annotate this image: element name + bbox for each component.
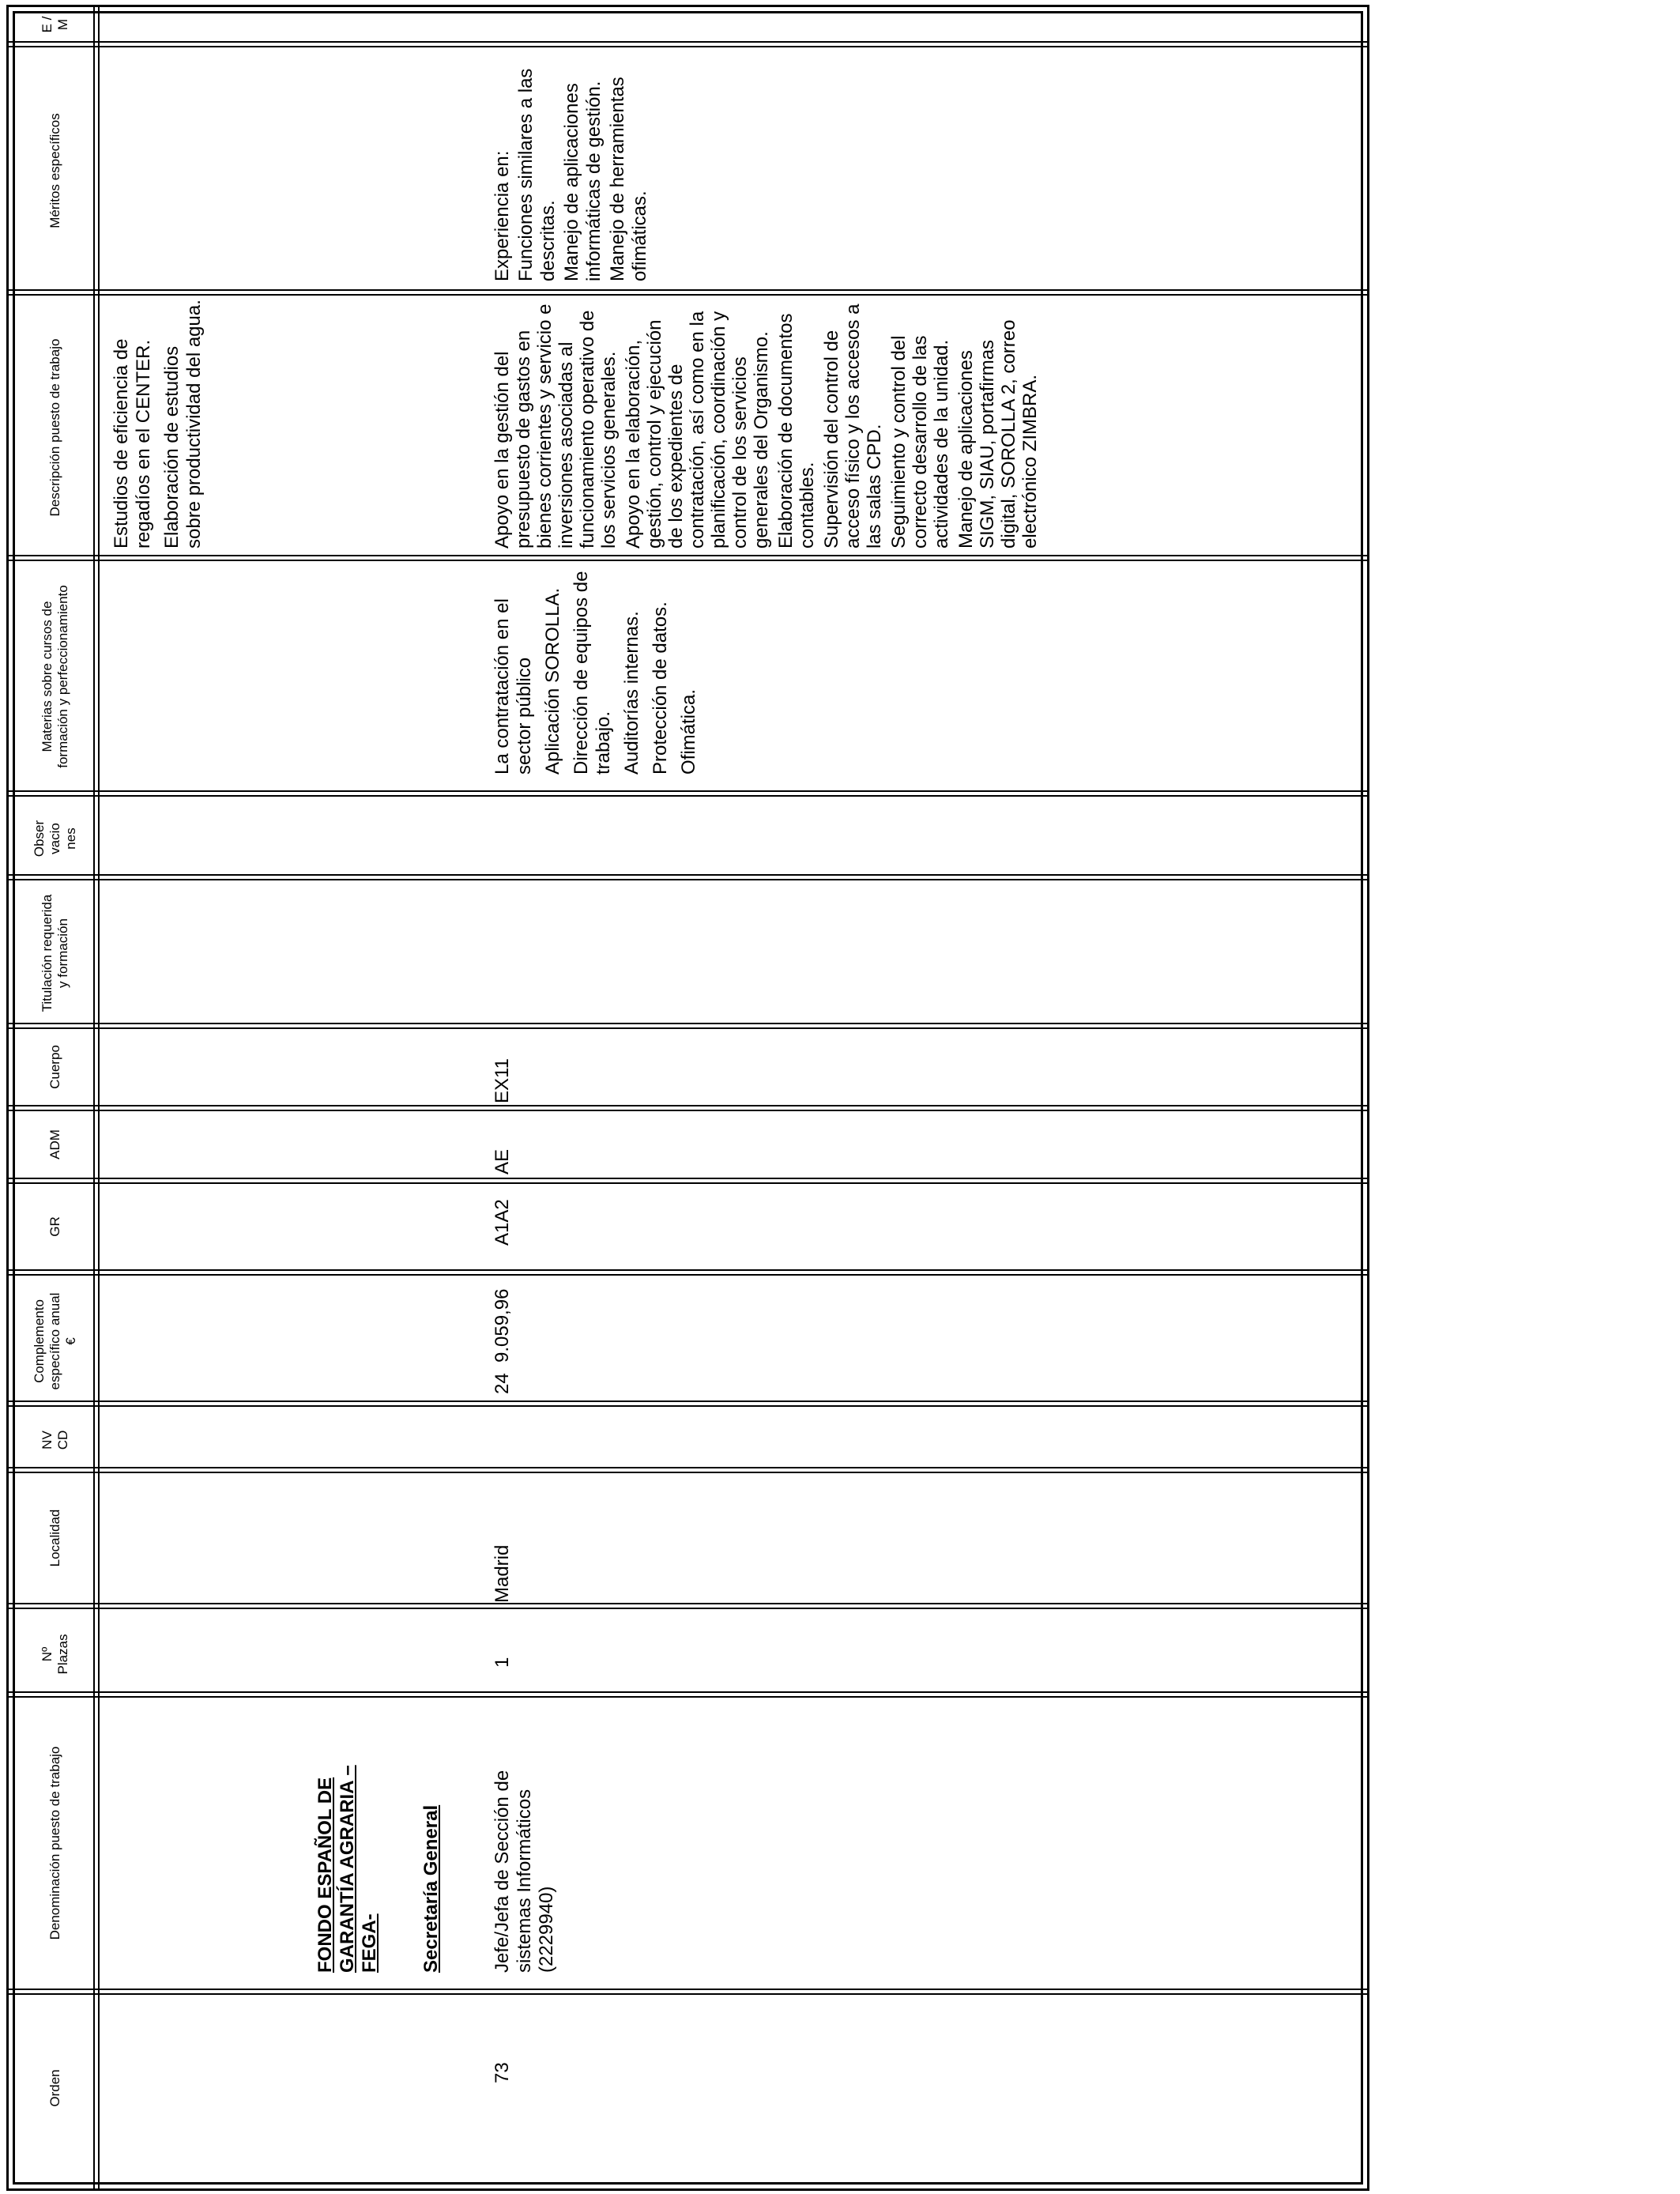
column-divider — [6, 1400, 1369, 1407]
merito-item: Experiencia en: — [492, 150, 513, 281]
merito-item: Manejo de herramientas ofimáticas. — [607, 77, 650, 281]
column-divider — [6, 1269, 1369, 1276]
header-nivel: NV CD — [40, 1430, 70, 1450]
row-cuerpo: EX11 — [492, 1058, 513, 1103]
description-item: Manejo de aplicaciones SIGM, SIAU, portafirmas digital, SOROLLA 2, correo electrónico ZIMBRA. — [955, 319, 1041, 548]
column-divider — [6, 1603, 1369, 1609]
header-meritos: Méritos específicos — [47, 113, 62, 228]
row-descripcion — [492, 297, 1044, 548]
column-divider — [6, 41, 1369, 47]
header-orden: Orden — [47, 2069, 62, 2107]
header-adm: ADM — [47, 1129, 62, 1159]
section-organismo: FONDO ESPAÑOL DE GARANTÍA AGRARIA – FEGA- — [315, 1765, 380, 1973]
header-gr: GR — [47, 1216, 62, 1237]
column-divider — [6, 1023, 1369, 1029]
column-divider — [6, 1467, 1369, 1473]
description-item: Elaboración de documentos contables. — [775, 313, 818, 548]
merito-item: Manejo de aplicaciones informáticas de gestión. — [561, 81, 605, 281]
header-separator — [93, 5, 100, 2191]
row-meritos — [492, 52, 653, 281]
materia-item: Ofimática. — [678, 688, 699, 775]
header-descripcion: Descripción puesto de trabajo — [47, 338, 62, 517]
column-divider — [6, 1105, 1369, 1111]
row-orden: 73 — [492, 2062, 513, 2083]
header-complemento: Complemento específico anual € — [32, 1292, 78, 1390]
materia-item: Aplicación SOROLLA. — [542, 587, 563, 775]
previous-row-description — [111, 296, 212, 548]
column-divider — [6, 555, 1369, 561]
header-titulacion: Titulación requerida y formación — [40, 894, 70, 1012]
description-item: Supervisión del control de acceso físico y los accesos a las salas CPD. — [821, 303, 885, 548]
row-plazas: 1 — [492, 1657, 513, 1668]
section-unidad: Secretaría General — [420, 1804, 442, 1973]
row-adm: AE — [492, 1148, 513, 1174]
column-divider — [6, 1178, 1369, 1184]
description-item: Seguimiento y control del correcto desarrollo de las actividades de la unidad. — [888, 335, 952, 548]
materia-item: Protección de datos. — [650, 601, 671, 775]
header-denominacion: Denominación puesto de trabajo — [47, 1746, 62, 1940]
row-localidad: Madrid — [492, 1544, 513, 1603]
header-cuerpo: Cuerpo — [47, 1045, 62, 1089]
description-item: Apoyo en la elaboración, gestión, control y ejecución de los expedientes de contratación, así como en la planificación, coordinación y control de los servicios generales del Organismo. — [623, 311, 772, 548]
row-denominacion: Jefe/Jefa de Sección de sistemas Informáticos (2229940) — [492, 1770, 557, 1973]
description-line: Estudios de eficiencia de regadíos en el CENTER. — [111, 338, 154, 548]
materia-item: Dirección de equipos de trabajo. — [571, 571, 614, 775]
materia-item: Auditorías internas. — [621, 611, 642, 775]
header-em: E / M — [40, 16, 70, 33]
row-materias — [492, 567, 706, 775]
header-observaciones: Obser vacio nes — [32, 820, 78, 858]
header-localidad: Localidad — [47, 1509, 62, 1567]
column-divider — [6, 874, 1369, 880]
column-divider — [6, 790, 1369, 797]
column-divider — [6, 289, 1369, 296]
header-materias: Materias sobre cursos de formación y perfeccionamiento — [40, 585, 70, 768]
row-gr: A1A2 — [492, 1199, 513, 1246]
column-divider — [6, 1691, 1369, 1698]
description-line: Elaboración de estudios sobre productividad del agua. — [161, 300, 205, 548]
row-complemento: 9.059,96 — [492, 1288, 513, 1363]
materia-item: La contratación en el sector público — [492, 598, 535, 775]
row-nivel: 24 — [492, 1373, 513, 1394]
description-item: Apoyo en la gestión del presupuesto de gastos en bienes corrientes y servicio e inversiones asociadas al funcionamiento operativo de los servicios generales. — [492, 303, 620, 548]
column-divider — [6, 1989, 1369, 1995]
merito-item: Funciones similares a las descritas. — [515, 68, 559, 281]
header-plazas: Nº Plazas — [40, 1634, 70, 1675]
